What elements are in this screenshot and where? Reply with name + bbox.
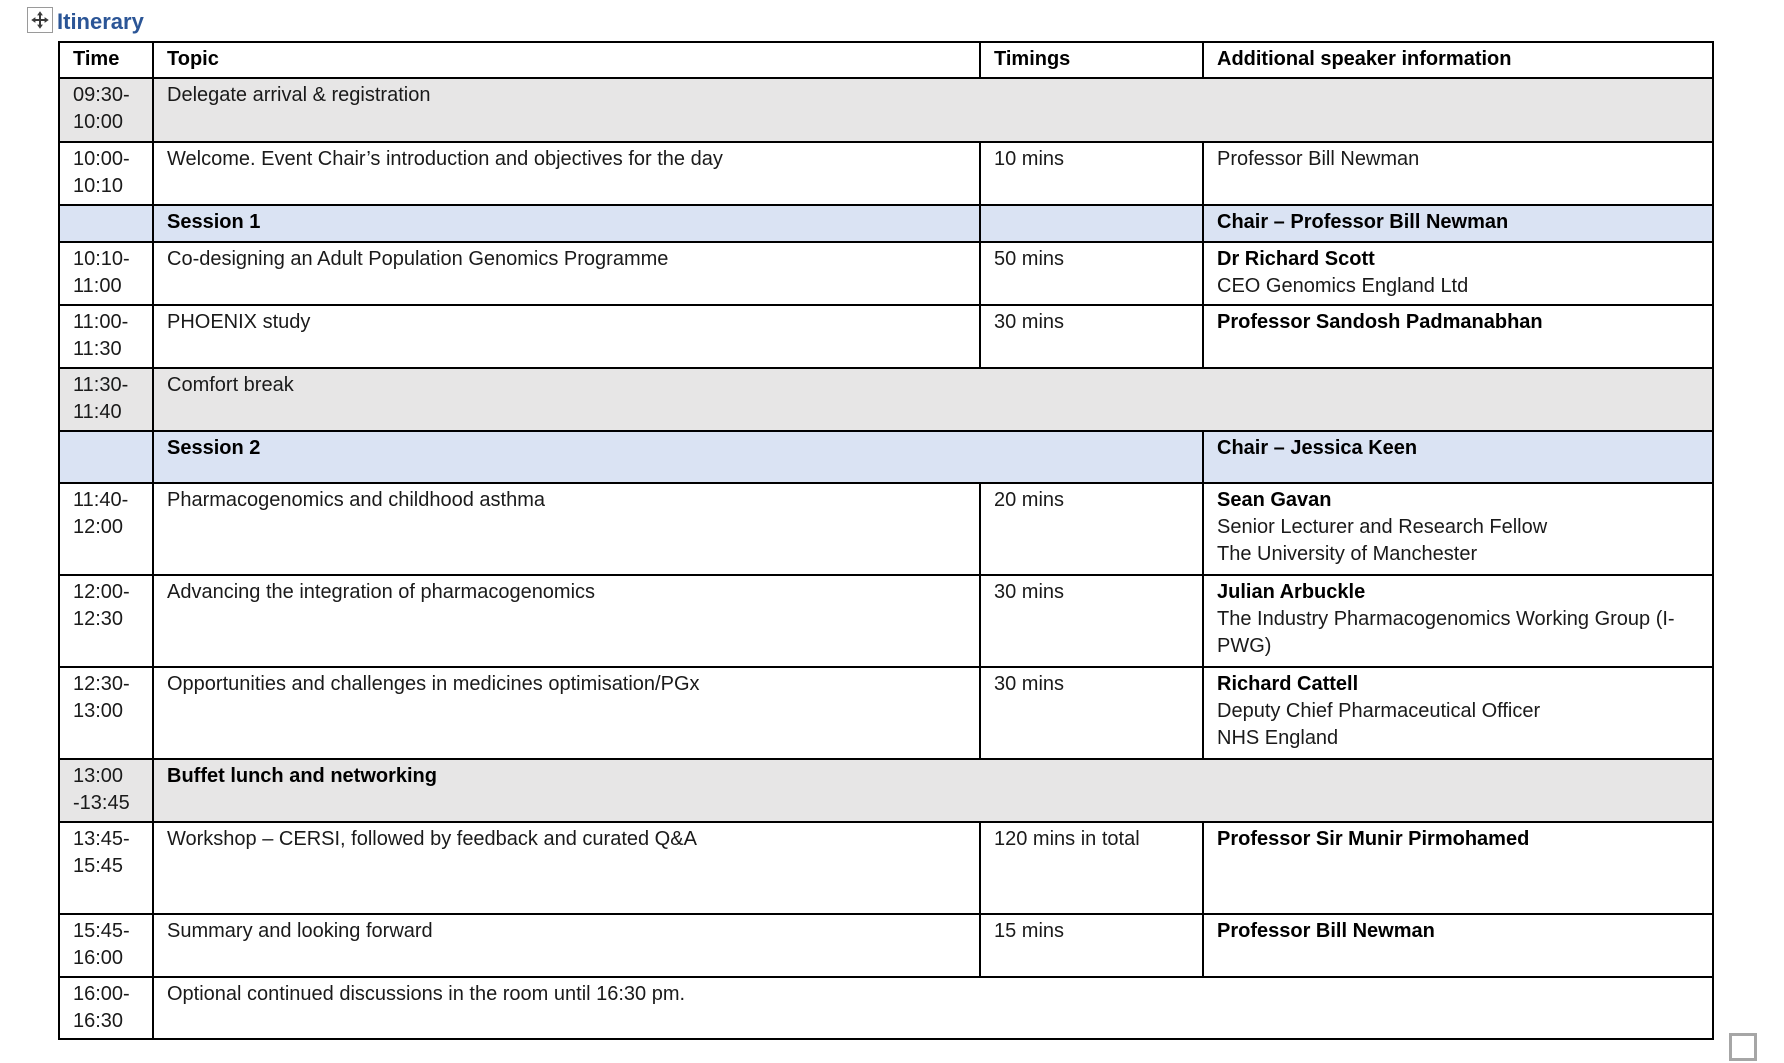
topic-cell[interactable]: Workshop – CERSI, followed by feedback and curated Q&A xyxy=(153,822,980,914)
time-line: 11:00 xyxy=(73,275,122,297)
table-row xyxy=(59,667,1713,759)
time-line: 15:45 xyxy=(73,855,124,877)
time-line: 09:30- xyxy=(73,84,130,106)
table-row xyxy=(59,305,1713,368)
time-line: 13:45- xyxy=(73,828,130,850)
speaker-cell[interactable] xyxy=(1203,914,1713,977)
time-line: 12:30- xyxy=(73,673,130,695)
time-line: 13:00 xyxy=(73,765,124,787)
time-line: 16:00 xyxy=(73,947,124,969)
speaker-cell[interactable] xyxy=(1203,142,1713,205)
time-line: 11:40- xyxy=(73,489,129,511)
time-cell[interactable] xyxy=(59,977,153,1039)
speaker-line: The Industry Pharmacogenomics Working Group (I-PWG) xyxy=(1217,608,1675,657)
timings-cell[interactable]: 50 mins xyxy=(980,242,1203,305)
time-cell[interactable] xyxy=(59,431,153,483)
speaker-line: The University of Manchester xyxy=(1217,543,1478,565)
topic-cell[interactable]: Pharmacogenomics and childhood asthma xyxy=(153,483,980,575)
speaker-name: Professor Bill Newman xyxy=(1217,920,1435,942)
speaker-cell[interactable] xyxy=(1203,575,1713,667)
chair-cell[interactable]: Chair – Jessica Keen xyxy=(1203,431,1713,483)
speaker-line: Professor Bill Newman xyxy=(1217,148,1420,170)
time-cell[interactable] xyxy=(59,759,153,822)
time-cell[interactable] xyxy=(59,242,153,305)
topic-cell[interactable]: Summary and looking forward xyxy=(153,914,980,977)
timings-cell[interactable]: 30 mins xyxy=(980,667,1203,759)
time-line: 16:30 xyxy=(73,1010,124,1032)
speaker-name: Dr Richard Scott xyxy=(1217,248,1375,270)
time-line: 13:00 xyxy=(73,700,124,722)
time-line: 15:45- xyxy=(73,920,130,942)
time-line: 12:00- xyxy=(73,581,130,603)
time-line: 11:30 xyxy=(73,338,122,360)
timings-cell[interactable]: 30 mins xyxy=(980,305,1203,368)
speaker-cell[interactable] xyxy=(1203,242,1713,305)
speaker-name: Sean Gavan xyxy=(1217,489,1332,511)
time-line: 11:30- xyxy=(73,374,129,396)
speaker-line: NHS England xyxy=(1217,727,1339,749)
speaker-cell[interactable] xyxy=(1203,305,1713,368)
topic-cell[interactable]: Delegate arrival & registration xyxy=(153,78,1713,142)
table-row xyxy=(59,759,1713,822)
session-label-cell[interactable]: Session 1 xyxy=(153,205,980,242)
speaker-line: Senior Lecturer and Research Fellow xyxy=(1217,516,1548,538)
timings-cell[interactable]: 10 mins xyxy=(980,142,1203,205)
topic-cell[interactable]: Co-designing an Adult Population Genomics Programme xyxy=(153,242,980,305)
time-line: 12:00 xyxy=(73,516,124,538)
topic-cell[interactable]: PHOENIX study xyxy=(153,305,980,368)
time-line: 10:10- xyxy=(73,248,130,270)
column-header-additional[interactable]: Additional speaker information xyxy=(1203,42,1713,78)
table-row xyxy=(59,575,1713,667)
table-row xyxy=(59,142,1713,205)
speaker-cell[interactable] xyxy=(1203,667,1713,759)
topic-cell[interactable]: Advancing the integration of pharmacogenomics xyxy=(153,575,980,667)
time-cell[interactable] xyxy=(59,822,153,914)
topic-cell[interactable]: Buffet lunch and networking xyxy=(153,759,1713,822)
time-line: 10:10 xyxy=(73,175,124,197)
column-header-time[interactable]: Time xyxy=(59,42,153,78)
speaker-cell[interactable] xyxy=(1203,483,1713,575)
time-line: 10:00- xyxy=(73,148,130,170)
table-row xyxy=(59,78,1713,142)
table-row xyxy=(59,822,1713,914)
session-row xyxy=(59,431,1713,483)
move-cross-arrows-icon xyxy=(30,10,50,30)
table-row xyxy=(59,483,1713,575)
speaker-line: Deputy Chief Pharmaceutical Officer xyxy=(1217,700,1541,722)
speaker-name: Julian Arbuckle xyxy=(1217,581,1366,603)
time-cell[interactable] xyxy=(59,575,153,667)
table-header-row xyxy=(59,42,1713,78)
timings-cell[interactable]: 120 mins in total xyxy=(980,822,1203,914)
speaker-name: Professor Sandosh Padmanabhan xyxy=(1217,311,1543,333)
chair-cell[interactable]: Chair – Professor Bill Newman xyxy=(1203,205,1713,242)
timings-cell[interactable]: 15 mins xyxy=(980,914,1203,977)
table-resize-handle[interactable] xyxy=(1729,1033,1757,1061)
timings-cell[interactable]: 30 mins xyxy=(980,575,1203,667)
table-row xyxy=(59,914,1713,977)
time-line: 16:00- xyxy=(73,983,130,1005)
time-line: 11:00- xyxy=(73,311,129,333)
time-cell[interactable] xyxy=(59,483,153,575)
table-row xyxy=(59,977,1713,1039)
timings-cell[interactable] xyxy=(980,205,1203,242)
table-move-handle[interactable] xyxy=(27,7,53,33)
column-header-topic[interactable]: Topic xyxy=(153,42,980,78)
time-line: 10:00 xyxy=(73,111,124,133)
topic-cell[interactable]: Opportunities and challenges in medicines optimisation/PGx xyxy=(153,667,980,759)
session-label-cell[interactable]: Session 2 xyxy=(153,431,1203,483)
time-line: -13:45 xyxy=(73,792,130,814)
table-row xyxy=(59,242,1713,305)
document-title[interactable]: Itinerary xyxy=(57,9,144,34)
table-row xyxy=(59,368,1713,431)
time-cell[interactable] xyxy=(59,305,153,368)
time-cell[interactable] xyxy=(59,368,153,431)
time-cell[interactable] xyxy=(59,667,153,759)
time-line: 12:30 xyxy=(73,608,124,630)
topic-cell[interactable]: Welcome. Event Chair’s introduction and objectives for the day xyxy=(153,142,980,205)
time-cell[interactable] xyxy=(59,142,153,205)
itinerary-table xyxy=(58,41,1714,1040)
time-cell[interactable] xyxy=(59,914,153,977)
column-header-timings[interactable]: Timings xyxy=(980,42,1203,78)
timings-cell[interactable]: 20 mins xyxy=(980,483,1203,575)
time-cell[interactable] xyxy=(59,205,153,242)
speaker-name: Professor Sir Munir Pirmohamed xyxy=(1217,828,1530,850)
topic-cell[interactable]: Optional continued discussions in the room until 16:30 pm. xyxy=(153,977,1713,1039)
time-cell[interactable] xyxy=(59,78,153,142)
session-row xyxy=(59,205,1713,242)
speaker-line: CEO Genomics England Ltd xyxy=(1217,275,1469,297)
topic-cell[interactable]: Comfort break xyxy=(153,368,1713,431)
speaker-name: Richard Cattell xyxy=(1217,673,1359,695)
speaker-cell[interactable] xyxy=(1203,822,1713,914)
time-line: 11:40 xyxy=(73,401,122,423)
